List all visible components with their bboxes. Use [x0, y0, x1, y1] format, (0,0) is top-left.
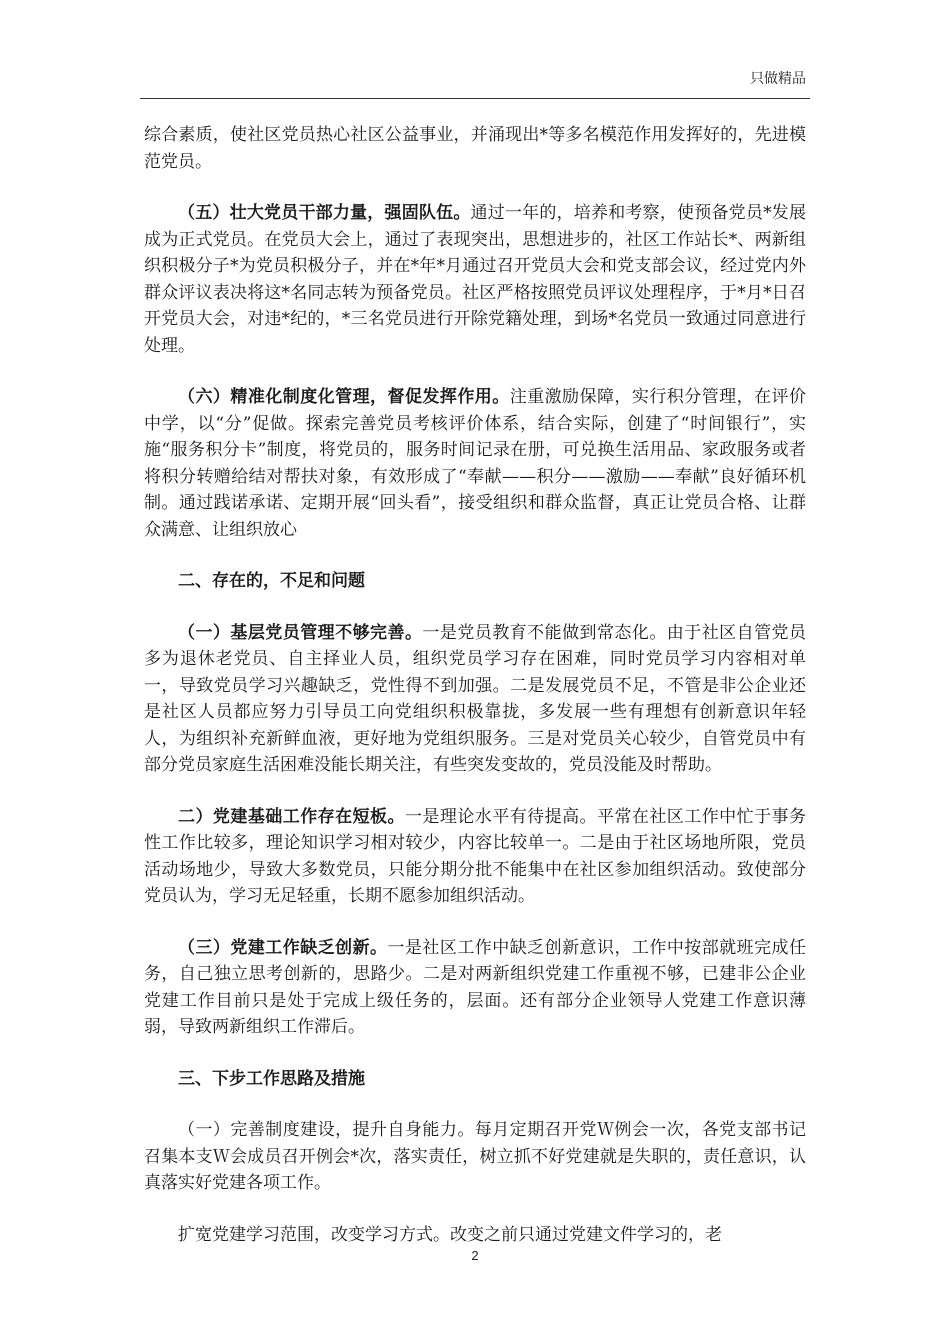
section-heading-text: 二、存在的，不足和问题	[178, 571, 365, 591]
paragraph-text: 通过一年的，培养和考察，使预备党员*发展成为正式党员。在党员大会上，通过了表现突出，思想进步的，社区工作站长*、两新组织积极分子*为党员积极分子，并在*年*月通过召开党员大会和党支部会议，经过党内外群众评议表决将这*名同志转为预备党员。社区严格按照党员评议处理程序，于*月*日召开党员大会，对违*纪的，*三名党员进行开除党籍处理，到场*名党员一致通过同意进行处理。	[144, 203, 807, 356]
paragraph-text: 注重激励保障，实行积分管理，在评价中学，以“分”促做。探索完善党员考核评价体系，结合实际，创建了“时间银行”，实施“服务积分卡”制度，将党员的，服务时间记录在册，可兑换生活用品、家政服务或者将积分转赠给结对帮扶对象，有效形成了“奉献——积分——激励——奉献”良好循环机制。通过践诺承诺、定期开展“回头看”，接受组织和群众监督，真正让党员合格、让群众满意、让组织放心	[144, 387, 807, 540]
section-heading	[144, 568, 806, 595]
body-paragraph	[144, 384, 806, 543]
paragraph-lead: 二）党建基础工作存在短板。	[178, 806, 405, 827]
section-heading-text: 三、下步工作思路及措施	[178, 1068, 365, 1089]
body-paragraph	[144, 122, 806, 175]
paragraph-text: （一）完善制度建设，提升自身能力。每月定期召开党Ｗ例会一次，各党支部书记召集本支Ｗ会成员召开例会*次，落实责任，树立抓不好党建就是失职的，责任意识，认真落实好党建各项工作。	[144, 1120, 806, 1193]
document-body	[144, 122, 806, 1273]
paragraph-lead: （六）精准化制度化管理，督促发挥作用。	[178, 387, 510, 407]
paragraph-text: 扩宽党建学习范围，改变学习方式。改变之前只通过党建文件学习的，老	[178, 1224, 722, 1245]
page-header: 只做精品	[750, 71, 806, 87]
paragraph-text: 一是社区工作中缺乏创新意识，工作中按部就班完成任务，自己独立思考创新的，思路少。二是对两新组织党建工作重视不够，已建非公企业党建工作目前只是处于完成上级任务的，层面。还有部分企业领导人党建工作意识薄弱，导致两新组织工作滞后。	[144, 937, 807, 1037]
paragraph-lead: （一）基层党员管理不够完善。	[178, 622, 423, 643]
paragraph-text: 一是理论水平有待提高。平常在社区工作中忙于事务性工作比较多，理论知识学习相对较少，内容比较单一。二是由于社区场地所限，党员活动场地少，导致大多数党员，只能分期分批不能集中在社区参加组织活动。致使部分党员认为，学习无足轻重，长期不愿参加组织活动。	[144, 806, 807, 906]
body-paragraph	[144, 620, 806, 779]
body-paragraph	[144, 804, 806, 910]
paragraph-text: 综合素质，使社区党员热心社区公益事业，并涌现出*等多名模范作用发挥好的，先进模范党员。	[144, 125, 806, 172]
body-paragraph	[144, 1222, 806, 1249]
header-divider	[140, 98, 810, 99]
paragraph-lead: （三）党建工作缺乏创新。	[178, 937, 388, 958]
body-paragraph	[144, 200, 806, 359]
section-heading	[144, 1066, 806, 1093]
body-paragraph	[144, 1117, 806, 1197]
page-number: 2	[471, 1248, 479, 1263]
paragraph-lead: （五）壮大党员干部力量，强固队伍。	[178, 203, 471, 223]
paragraph-text: 一是党员教育不能做到常态化。由于社区自管党员多为退休老党员、自主择业人员，组织党员学习存在困难，同时党员学习内容相对单一，导致党员学习兴趣缺乏，党性得不到加强。二是发展党员不足，不管是非公企业还是社区人员都应努力引导员工向党组织积极靠拢，多发展一些有理想有创新意识年轻人，为组织补充新鲜血液，更好地为党组织服务。三是对党员关心较少，自管党员中有部分党员家庭生活困难没能长期关注，有些突发变故的，党员没能及时帮助。	[144, 622, 807, 775]
body-paragraph	[144, 935, 806, 1041]
